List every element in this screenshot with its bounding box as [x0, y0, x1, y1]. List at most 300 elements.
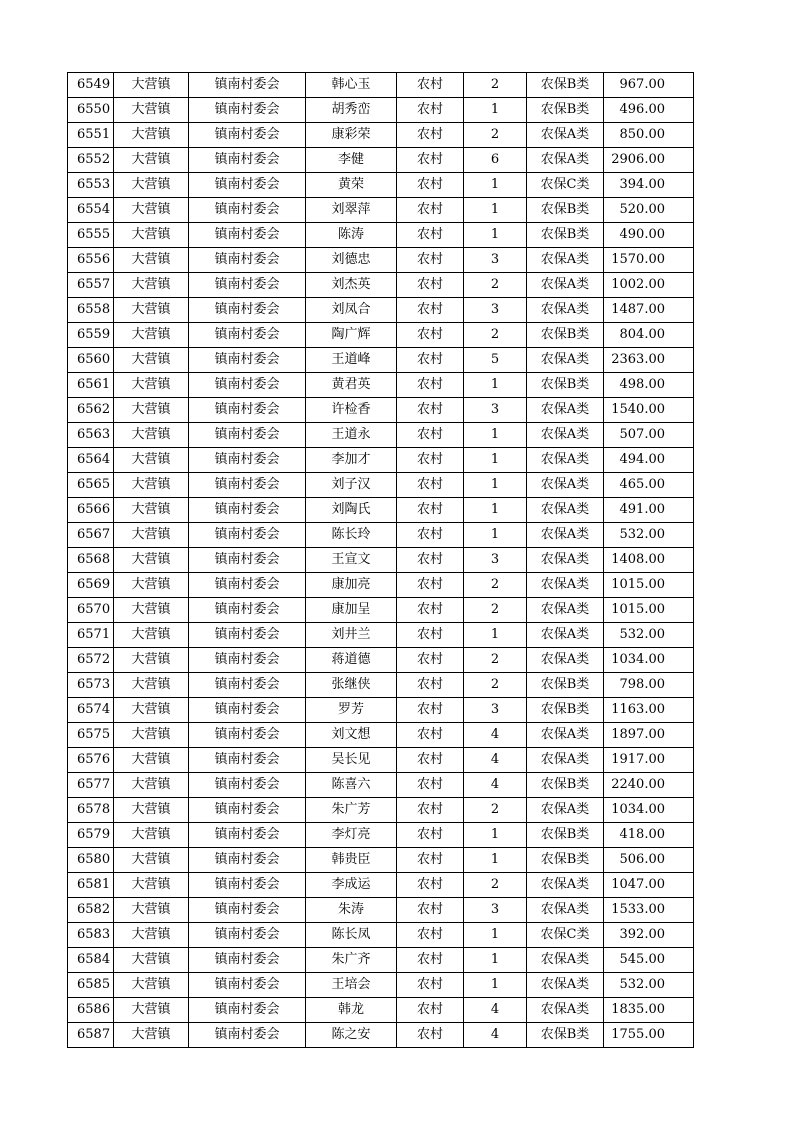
- area-cell: 农村: [397, 723, 464, 748]
- name-cell: 李灯亮: [306, 823, 397, 848]
- area-cell: 农村: [397, 398, 464, 423]
- area-cell: 农村: [397, 473, 464, 498]
- area-cell: 农村: [397, 98, 464, 123]
- serial-cell: 6586: [68, 998, 114, 1023]
- category-cell: 农保C类: [527, 923, 604, 948]
- category-cell: 农保A类: [527, 873, 604, 898]
- village-cell: 镇南村委会: [189, 73, 306, 98]
- name-cell: 王道永: [306, 423, 397, 448]
- category-cell: 农保A类: [527, 973, 604, 998]
- household-count-cell: 4: [464, 748, 527, 773]
- serial-cell: 6554: [68, 198, 114, 223]
- name-cell: 胡秀峦: [306, 98, 397, 123]
- amount-cell: 967.00: [604, 73, 694, 98]
- household-count-cell: 4: [464, 998, 527, 1023]
- serial-cell: 6556: [68, 248, 114, 273]
- category-cell: 农保A类: [527, 748, 604, 773]
- amount-cell: 496.00: [604, 98, 694, 123]
- serial-cell: 6570: [68, 598, 114, 623]
- table-row: [68, 473, 694, 498]
- category-cell: 农保B类: [527, 773, 604, 798]
- table-row: [68, 648, 694, 673]
- village-cell: 镇南村委会: [189, 348, 306, 373]
- area-cell: 农村: [397, 1023, 464, 1048]
- table-row: [68, 898, 694, 923]
- category-cell: 农保A类: [527, 148, 604, 173]
- household-count-cell: 1: [464, 498, 527, 523]
- amount-cell: 392.00: [604, 923, 694, 948]
- category-cell: 农保A类: [527, 298, 604, 323]
- name-cell: 陈涛: [306, 223, 397, 248]
- village-cell: 镇南村委会: [189, 998, 306, 1023]
- household-count-cell: 3: [464, 698, 527, 723]
- name-cell: 王道峰: [306, 348, 397, 373]
- name-cell: 刘杰英: [306, 273, 397, 298]
- village-cell: 镇南村委会: [189, 148, 306, 173]
- serial-cell: 6558: [68, 298, 114, 323]
- area-cell: 农村: [397, 548, 464, 573]
- name-cell: 康加呈: [306, 598, 397, 623]
- town-cell: 大营镇: [114, 723, 189, 748]
- village-cell: 镇南村委会: [189, 798, 306, 823]
- village-cell: 镇南村委会: [189, 198, 306, 223]
- table-row: [68, 873, 694, 898]
- area-cell: 农村: [397, 198, 464, 223]
- area-cell: 农村: [397, 148, 464, 173]
- amount-cell: 532.00: [604, 973, 694, 998]
- area-cell: 农村: [397, 423, 464, 448]
- table-row: [68, 523, 694, 548]
- village-cell: 镇南村委会: [189, 873, 306, 898]
- household-count-cell: 2: [464, 73, 527, 98]
- name-cell: 陶广辉: [306, 323, 397, 348]
- village-cell: 镇南村委会: [189, 248, 306, 273]
- amount-cell: 1755.00: [604, 1023, 694, 1048]
- category-cell: 农保A类: [527, 123, 604, 148]
- table-row: [68, 698, 694, 723]
- household-count-cell: 1: [464, 623, 527, 648]
- name-cell: 吴长见: [306, 748, 397, 773]
- amount-cell: 2240.00: [604, 773, 694, 798]
- town-cell: 大营镇: [114, 198, 189, 223]
- table-row: [68, 673, 694, 698]
- name-cell: 蒋道德: [306, 648, 397, 673]
- serial-cell: 6557: [68, 273, 114, 298]
- household-count-cell: 4: [464, 773, 527, 798]
- amount-cell: 1034.00: [604, 648, 694, 673]
- serial-cell: 6579: [68, 823, 114, 848]
- category-cell: 农保B类: [527, 823, 604, 848]
- town-cell: 大营镇: [114, 573, 189, 598]
- serial-cell: 6581: [68, 873, 114, 898]
- area-cell: 农村: [397, 998, 464, 1023]
- town-cell: 大营镇: [114, 398, 189, 423]
- category-cell: 农保A类: [527, 498, 604, 523]
- village-cell: 镇南村委会: [189, 623, 306, 648]
- village-cell: 镇南村委会: [189, 373, 306, 398]
- town-cell: 大营镇: [114, 173, 189, 198]
- village-cell: 镇南村委会: [189, 448, 306, 473]
- area-cell: 农村: [397, 898, 464, 923]
- serial-cell: 6585: [68, 973, 114, 998]
- serial-cell: 6552: [68, 148, 114, 173]
- category-cell: 农保B类: [527, 673, 604, 698]
- area-cell: 农村: [397, 298, 464, 323]
- category-cell: 农保B类: [527, 73, 604, 98]
- village-cell: 镇南村委会: [189, 423, 306, 448]
- amount-cell: 1163.00: [604, 698, 694, 723]
- table-row: [68, 348, 694, 373]
- area-cell: 农村: [397, 923, 464, 948]
- category-cell: 农保A类: [527, 423, 604, 448]
- name-cell: 刘陶氏: [306, 498, 397, 523]
- village-cell: 镇南村委会: [189, 598, 306, 623]
- name-cell: 李成运: [306, 873, 397, 898]
- category-cell: 农保A类: [527, 598, 604, 623]
- table-row: [68, 748, 694, 773]
- table-row: [68, 723, 694, 748]
- village-cell: 镇南村委会: [189, 648, 306, 673]
- town-cell: 大营镇: [114, 148, 189, 173]
- category-cell: 农保B类: [527, 1023, 604, 1048]
- serial-cell: 6563: [68, 423, 114, 448]
- household-count-cell: 4: [464, 1023, 527, 1048]
- town-cell: 大营镇: [114, 473, 189, 498]
- village-cell: 镇南村委会: [189, 573, 306, 598]
- table-row: [68, 98, 694, 123]
- village-cell: 镇南村委会: [189, 1023, 306, 1048]
- category-cell: 农保A类: [527, 573, 604, 598]
- household-count-cell: 1: [464, 423, 527, 448]
- amount-cell: 507.00: [604, 423, 694, 448]
- table-row: [68, 623, 694, 648]
- table-row: [68, 248, 694, 273]
- town-cell: 大营镇: [114, 748, 189, 773]
- category-cell: 农保B类: [527, 323, 604, 348]
- table-row: [68, 448, 694, 473]
- town-cell: 大营镇: [114, 948, 189, 973]
- village-cell: 镇南村委会: [189, 398, 306, 423]
- town-cell: 大营镇: [114, 98, 189, 123]
- area-cell: 农村: [397, 823, 464, 848]
- category-cell: 农保A类: [527, 998, 604, 1023]
- town-cell: 大营镇: [114, 298, 189, 323]
- household-count-cell: 2: [464, 573, 527, 598]
- serial-cell: 6587: [68, 1023, 114, 1048]
- amount-cell: 545.00: [604, 948, 694, 973]
- household-count-cell: 1: [464, 448, 527, 473]
- table-row: [68, 223, 694, 248]
- household-count-cell: 1: [464, 523, 527, 548]
- serial-cell: 6549: [68, 73, 114, 98]
- amount-cell: 1015.00: [604, 598, 694, 623]
- name-cell: 许检香: [306, 398, 397, 423]
- amount-cell: 850.00: [604, 123, 694, 148]
- household-count-cell: 2: [464, 873, 527, 898]
- household-count-cell: 1: [464, 823, 527, 848]
- household-count-cell: 1: [464, 473, 527, 498]
- town-cell: 大营镇: [114, 623, 189, 648]
- area-cell: 农村: [397, 73, 464, 98]
- village-cell: 镇南村委会: [189, 923, 306, 948]
- serial-cell: 6567: [68, 523, 114, 548]
- name-cell: 韩心玉: [306, 73, 397, 98]
- village-cell: 镇南村委会: [189, 523, 306, 548]
- town-cell: 大营镇: [114, 848, 189, 873]
- area-cell: 农村: [397, 948, 464, 973]
- village-cell: 镇南村委会: [189, 948, 306, 973]
- town-cell: 大营镇: [114, 698, 189, 723]
- name-cell: 王培会: [306, 973, 397, 998]
- category-cell: 农保A类: [527, 473, 604, 498]
- table-row: [68, 73, 694, 98]
- area-cell: 农村: [397, 848, 464, 873]
- area-cell: 农村: [397, 673, 464, 698]
- town-cell: 大营镇: [114, 348, 189, 373]
- name-cell: 刘德忠: [306, 248, 397, 273]
- serial-cell: 6555: [68, 223, 114, 248]
- amount-cell: 1540.00: [604, 398, 694, 423]
- amount-cell: 1002.00: [604, 273, 694, 298]
- table-row: [68, 573, 694, 598]
- town-cell: 大营镇: [114, 673, 189, 698]
- area-cell: 农村: [397, 798, 464, 823]
- area-cell: 农村: [397, 648, 464, 673]
- household-count-cell: 5: [464, 348, 527, 373]
- name-cell: 李加才: [306, 448, 397, 473]
- household-count-cell: 3: [464, 898, 527, 923]
- category-cell: 农保A类: [527, 248, 604, 273]
- town-cell: 大营镇: [114, 423, 189, 448]
- area-cell: 农村: [397, 448, 464, 473]
- area-cell: 农村: [397, 523, 464, 548]
- table-row: [68, 998, 694, 1023]
- table-row: [68, 773, 694, 798]
- table-row: [68, 848, 694, 873]
- category-cell: 农保A类: [527, 273, 604, 298]
- village-cell: 镇南村委会: [189, 223, 306, 248]
- area-cell: 农村: [397, 573, 464, 598]
- serial-cell: 6560: [68, 348, 114, 373]
- amount-cell: 804.00: [604, 323, 694, 348]
- household-count-cell: 2: [464, 598, 527, 623]
- serial-cell: 6553: [68, 173, 114, 198]
- category-cell: 农保B类: [527, 198, 604, 223]
- table-row: [68, 798, 694, 823]
- category-cell: 农保A类: [527, 798, 604, 823]
- household-count-cell: 3: [464, 248, 527, 273]
- town-cell: 大营镇: [114, 823, 189, 848]
- category-cell: 农保A类: [527, 898, 604, 923]
- household-count-cell: 1: [464, 848, 527, 873]
- name-cell: 朱广齐: [306, 948, 397, 973]
- village-cell: 镇南村委会: [189, 773, 306, 798]
- category-cell: 农保B类: [527, 848, 604, 873]
- household-count-cell: 2: [464, 798, 527, 823]
- village-cell: 镇南村委会: [189, 698, 306, 723]
- table-row: [68, 823, 694, 848]
- household-count-cell: 1: [464, 948, 527, 973]
- household-count-cell: 1: [464, 373, 527, 398]
- amount-cell: 1487.00: [604, 298, 694, 323]
- village-cell: 镇南村委会: [189, 123, 306, 148]
- amount-cell: 418.00: [604, 823, 694, 848]
- category-cell: 农保A类: [527, 348, 604, 373]
- serial-cell: 6583: [68, 923, 114, 948]
- town-cell: 大营镇: [114, 898, 189, 923]
- household-count-cell: 1: [464, 198, 527, 223]
- area-cell: 农村: [397, 873, 464, 898]
- name-cell: 罗芳: [306, 698, 397, 723]
- area-cell: 农村: [397, 248, 464, 273]
- amount-cell: 2906.00: [604, 148, 694, 173]
- household-count-cell: 3: [464, 548, 527, 573]
- village-cell: 镇南村委会: [189, 98, 306, 123]
- town-cell: 大营镇: [114, 448, 189, 473]
- amount-cell: 520.00: [604, 198, 694, 223]
- town-cell: 大营镇: [114, 548, 189, 573]
- village-cell: 镇南村委会: [189, 548, 306, 573]
- amount-cell: 506.00: [604, 848, 694, 873]
- serial-cell: 6566: [68, 498, 114, 523]
- household-count-cell: 2: [464, 673, 527, 698]
- serial-cell: 6571: [68, 623, 114, 648]
- category-cell: 农保A类: [527, 448, 604, 473]
- serial-cell: 6569: [68, 573, 114, 598]
- category-cell: 农保A类: [527, 523, 604, 548]
- category-cell: 农保B类: [527, 223, 604, 248]
- category-cell: 农保A类: [527, 723, 604, 748]
- area-cell: 农村: [397, 598, 464, 623]
- amount-cell: 1835.00: [604, 998, 694, 1023]
- town-cell: 大营镇: [114, 323, 189, 348]
- table-row: [68, 548, 694, 573]
- table-row: [68, 148, 694, 173]
- area-cell: 农村: [397, 348, 464, 373]
- name-cell: 黄荣: [306, 173, 397, 198]
- village-cell: 镇南村委会: [189, 273, 306, 298]
- town-cell: 大营镇: [114, 648, 189, 673]
- serial-cell: 6564: [68, 448, 114, 473]
- village-cell: 镇南村委会: [189, 173, 306, 198]
- amount-cell: 465.00: [604, 473, 694, 498]
- town-cell: 大营镇: [114, 598, 189, 623]
- household-count-cell: 2: [464, 323, 527, 348]
- household-count-cell: 1: [464, 173, 527, 198]
- amount-cell: 1533.00: [604, 898, 694, 923]
- serial-cell: 6584: [68, 948, 114, 973]
- household-count-cell: 3: [464, 398, 527, 423]
- area-cell: 农村: [397, 173, 464, 198]
- category-cell: 农保B类: [527, 373, 604, 398]
- name-cell: 韩龙: [306, 998, 397, 1023]
- roster-table: [67, 72, 694, 1048]
- name-cell: 刘凤合: [306, 298, 397, 323]
- name-cell: 康加亮: [306, 573, 397, 598]
- table-row: [68, 173, 694, 198]
- town-cell: 大营镇: [114, 273, 189, 298]
- table-row: [68, 323, 694, 348]
- town-cell: 大营镇: [114, 773, 189, 798]
- category-cell: 农保A类: [527, 623, 604, 648]
- town-cell: 大营镇: [114, 123, 189, 148]
- amount-cell: 491.00: [604, 498, 694, 523]
- area-cell: 农村: [397, 273, 464, 298]
- serial-cell: 6572: [68, 648, 114, 673]
- household-count-cell: 2: [464, 123, 527, 148]
- category-cell: 农保A类: [527, 398, 604, 423]
- town-cell: 大营镇: [114, 373, 189, 398]
- table-row: [68, 298, 694, 323]
- name-cell: 韩贵臣: [306, 848, 397, 873]
- category-cell: 农保A类: [527, 948, 604, 973]
- name-cell: 黄君英: [306, 373, 397, 398]
- village-cell: 镇南村委会: [189, 473, 306, 498]
- name-cell: 朱涛: [306, 898, 397, 923]
- town-cell: 大营镇: [114, 923, 189, 948]
- table-row: [68, 973, 694, 998]
- table-row: [68, 198, 694, 223]
- table-row: [68, 123, 694, 148]
- household-count-cell: 6: [464, 148, 527, 173]
- village-cell: 镇南村委会: [189, 898, 306, 923]
- area-cell: 农村: [397, 748, 464, 773]
- amount-cell: 494.00: [604, 448, 694, 473]
- table-row: [68, 498, 694, 523]
- table-row: [68, 923, 694, 948]
- name-cell: 张继侠: [306, 673, 397, 698]
- table-row: [68, 598, 694, 623]
- town-cell: 大营镇: [114, 498, 189, 523]
- amount-cell: 798.00: [604, 673, 694, 698]
- category-cell: 农保B类: [527, 698, 604, 723]
- serial-cell: 6578: [68, 798, 114, 823]
- town-cell: 大营镇: [114, 223, 189, 248]
- area-cell: 农村: [397, 223, 464, 248]
- table-row: [68, 423, 694, 448]
- area-cell: 农村: [397, 698, 464, 723]
- village-cell: 镇南村委会: [189, 673, 306, 698]
- name-cell: 陈之安: [306, 1023, 397, 1048]
- name-cell: 康彩荣: [306, 123, 397, 148]
- area-cell: 农村: [397, 498, 464, 523]
- household-count-cell: 1: [464, 973, 527, 998]
- village-cell: 镇南村委会: [189, 823, 306, 848]
- serial-cell: 6580: [68, 848, 114, 873]
- serial-cell: 6573: [68, 673, 114, 698]
- amount-cell: 498.00: [604, 373, 694, 398]
- area-cell: 农村: [397, 323, 464, 348]
- category-cell: 农保A类: [527, 548, 604, 573]
- town-cell: 大营镇: [114, 248, 189, 273]
- town-cell: 大营镇: [114, 1023, 189, 1048]
- amount-cell: 1897.00: [604, 723, 694, 748]
- household-count-cell: 2: [464, 273, 527, 298]
- town-cell: 大营镇: [114, 798, 189, 823]
- amount-cell: 394.00: [604, 173, 694, 198]
- household-count-cell: 3: [464, 298, 527, 323]
- name-cell: 刘井兰: [306, 623, 397, 648]
- household-count-cell: 4: [464, 723, 527, 748]
- name-cell: 陈长玲: [306, 523, 397, 548]
- table-row: [68, 1023, 694, 1048]
- serial-cell: 6582: [68, 898, 114, 923]
- village-cell: 镇南村委会: [189, 723, 306, 748]
- serial-cell: 6550: [68, 98, 114, 123]
- village-cell: 镇南村委会: [189, 498, 306, 523]
- serial-cell: 6562: [68, 398, 114, 423]
- village-cell: 镇南村委会: [189, 748, 306, 773]
